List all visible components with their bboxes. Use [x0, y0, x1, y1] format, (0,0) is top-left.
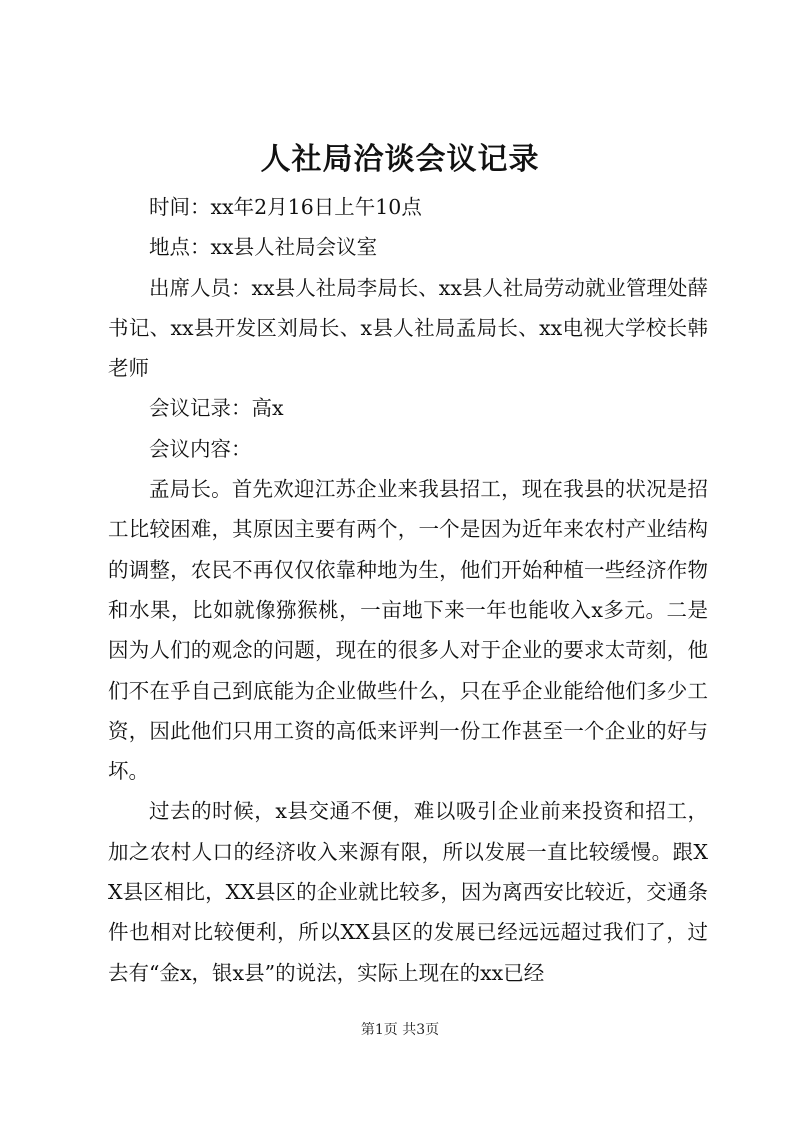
document-title: 人社局洽谈会议记录: [260, 142, 540, 177]
body-paragraph: 过去的时候，x县交通不便，难以吸引企业前来投资和招工，加之农村人口的经济收入来源有限，所以发展一直比较缓慢。跟XX县区相比，XX县区的企业就比较多，因为离西安比较近，交通条件也相对比较便利，所以XX县区的发展已经远远超过我们了，过去有“金x，银x县”的说法，实际上现在的xx已经: [108, 799, 708, 985]
page-number-footer: 第1页 共3页: [360, 1022, 440, 1038]
meeting-recorder: 会议记录：高x: [149, 396, 284, 421]
meeting-time: 时间：xx年2月16日上午10点: [149, 195, 422, 219]
body-paragraph: 孟局长。首先欢迎江苏企业来我县招工，现在我县的状况是招工比较困难，其原因主要有两个，一个是因为近年来农村产业结构的调整，农民不再仅仅依靠种地为生，他们开始种植一些经济作物和水果，比如就像猕猴桃，一亩地下来一年也能收入x多元。二是因为人们的观念的问题，现在的很多人对于企业的要求太苛刻，他们不在乎自己到底能为企业做些什么，只在乎企业能给他们多少工资，因此他们只用工资的高低来评判一份工作甚至一个企业的好与坏。: [108, 477, 708, 784]
meeting-location: 地点：xx县人社局会议室: [149, 235, 378, 260]
meeting-attendees: 出席人员：xx县人社局李局长、xx县人社局劳动就业管理处薛书记、xx县开发区刘局长、x县人社局孟局长、xx电视大学校长韩老师: [108, 275, 708, 381]
document-body: [108, 187, 708, 993]
meeting-content-label: 会议内容：: [149, 436, 252, 461]
